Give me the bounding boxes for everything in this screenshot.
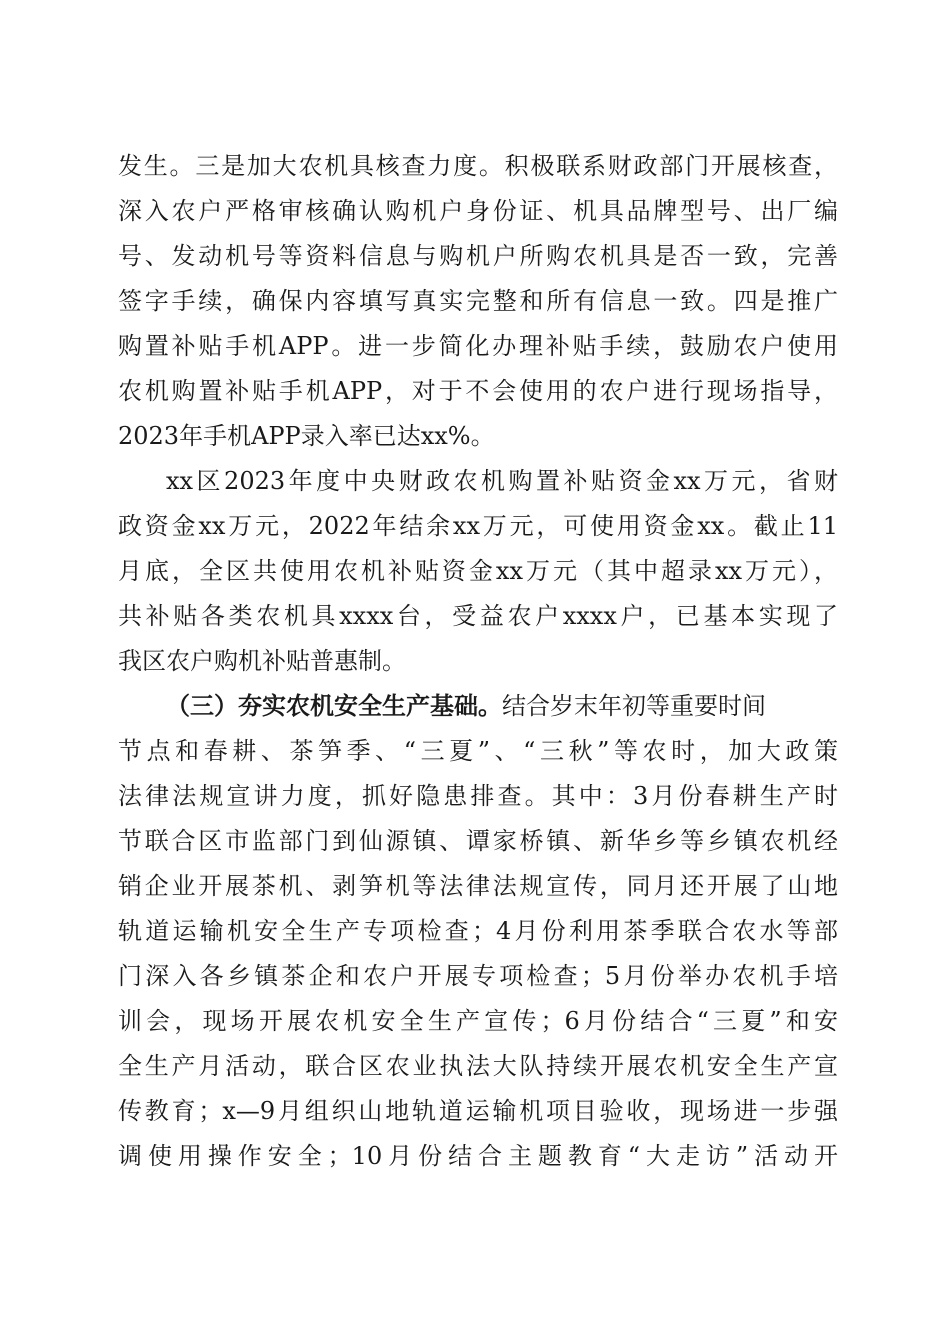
text-line: 轨道运输机安全生产专项检查；4月份利用茶季联合农水等部 [118, 917, 838, 945]
text-line: 购置补贴手机APP。进一步简化办理补贴手续，鼓励农户使用 [118, 332, 838, 360]
text-line: 调使用操作安全；10月份结合主题教育“大走访”活动开 [118, 1142, 838, 1170]
text-fragment: 结合岁末年初等重要时间 [502, 692, 766, 720]
text-line: 共补贴各类农机具xxxx台，受益农户xxxx户，已基本实现了 [118, 602, 838, 630]
text-line: 2023年手机APP录入率已达xx%。 [118, 422, 495, 450]
text-line: 节点和春耕、茶笋季、“三夏”、“三秋”等农时，加大政策 [118, 737, 838, 765]
text-line: 训会，现场开展农机安全生产宣传；6月份结合“三夏”和安 [118, 1007, 838, 1035]
text-line: 政资金xx万元，2022年结余xx万元，可使用资金xx。截止11 [118, 512, 838, 540]
text-line: 传教育；x—9月组织山地轨道运输机项目验收，现场进一步强 [118, 1097, 838, 1125]
text-line: 法律法规宣讲力度，抓好隐患排查。其中：3月份春耕生产时 [118, 782, 838, 810]
text-line: 深入农户严格审核确认购机户身份证、机具品牌型号、出厂编 [118, 197, 838, 225]
text-line: 农机购置补贴手机APP，对于不会使用的农户进行现场指导， [118, 377, 838, 405]
text-line: 签字手续，确保内容填写真实完整和所有信息一致。四是推广 [118, 287, 838, 315]
section-heading-line [166, 686, 838, 726]
text-line: 节联合区市监部门到仙源镇、谭家桥镇、新华乡等乡镇农机经 [118, 827, 838, 855]
section-heading: （三）夯实农机安全生产基础。 [166, 691, 502, 720]
text-line: 销企业开展茶机、剥笋机等法律法规宣传，同月还开展了山地 [118, 872, 838, 900]
text-line: 发生。三是加大农机具核查力度。积极联系财政部门开展核查， [118, 152, 838, 180]
text-line: 号、发动机号等资料信息与购机户所购农机具是否一致，完善 [118, 242, 838, 270]
text-line: 门深入各乡镇茶企和农户开展专项检查；5月份举办农机手培 [118, 962, 838, 990]
text-line: 月底，全区共使用农机补贴资金xx万元（其中超录xx万元）， [118, 557, 838, 585]
text-line: xx区2023年度中央财政农机购置补贴资金xx万元，省财 [166, 467, 838, 495]
text-line: 全生产月活动，联合区农业执法大队持续开展农机安全生产宣 [118, 1052, 838, 1080]
text-line: 我区农户购机补贴普惠制。 [118, 647, 406, 675]
